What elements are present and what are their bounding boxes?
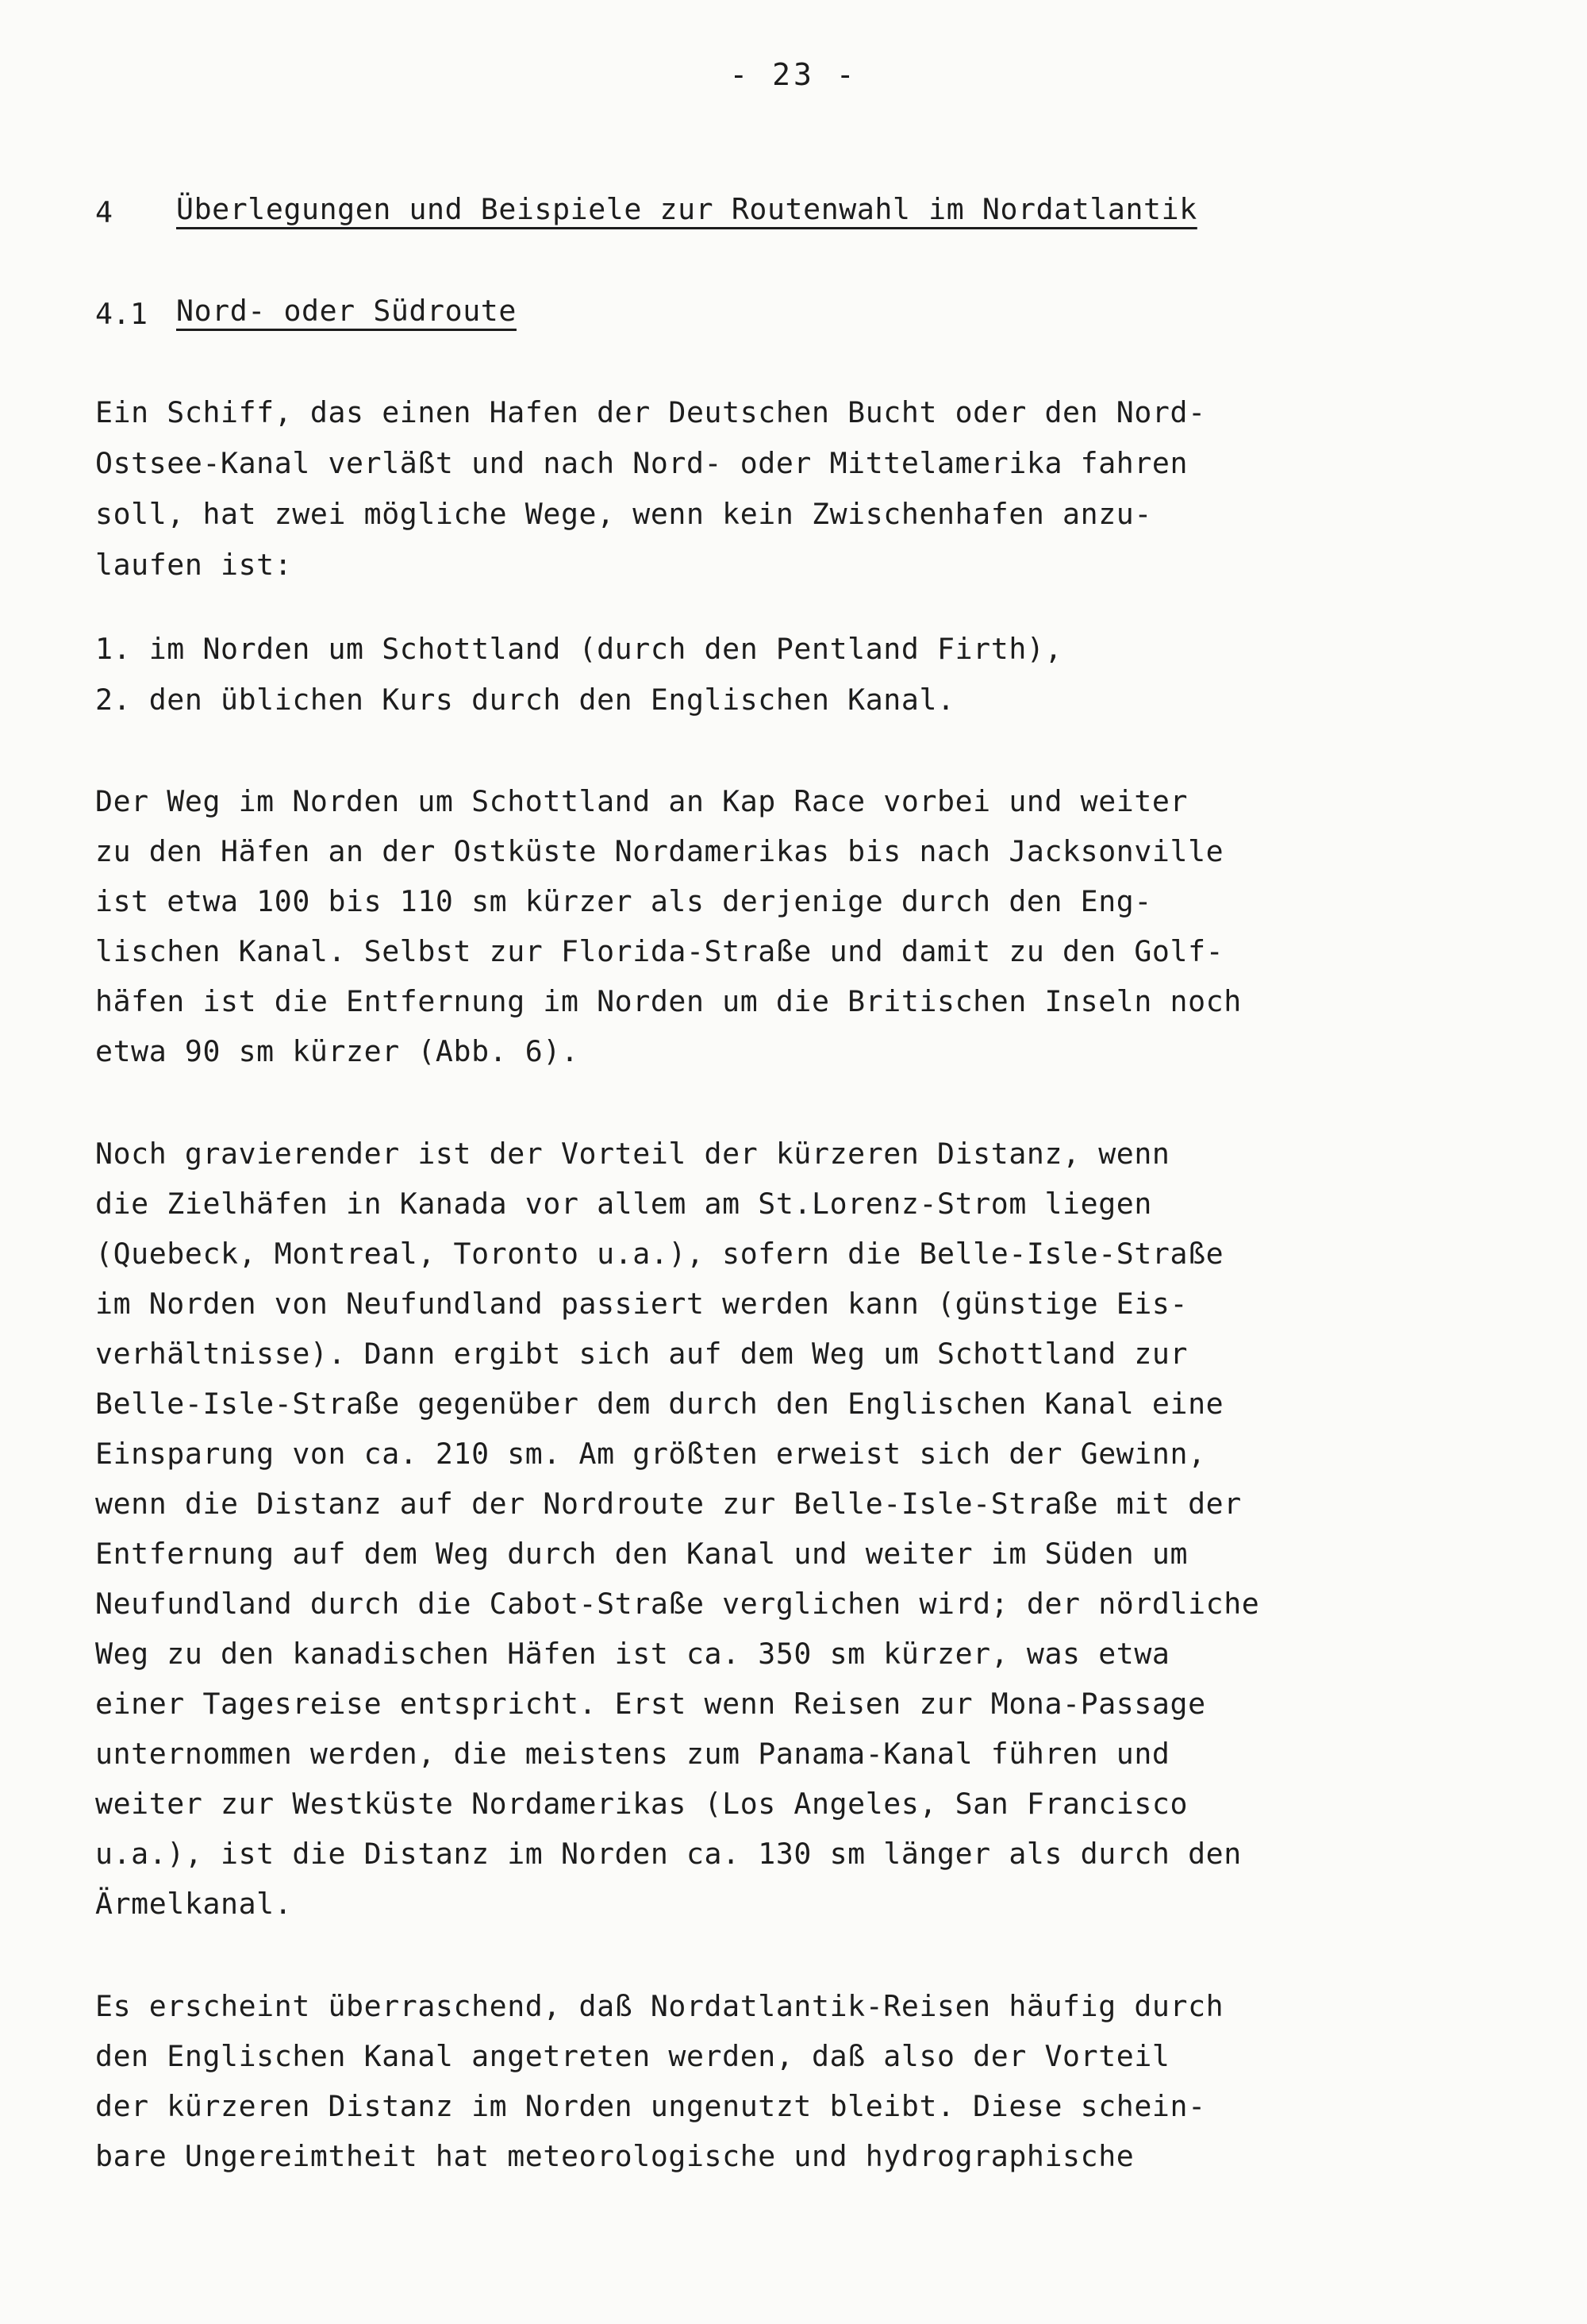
paragraph-line: die Zielhäfen in Kanada vor allem am St.Lorenz-Strom liegen [95, 1187, 1152, 1221]
paragraph-line: Weg zu den kanadischen Häfen ist ca. 350 sm kürzer, was etwa [95, 1637, 1170, 1671]
paragraph-line: lischen Kanal. Selbst zur Florida-Straße und damit zu den Golf- [95, 934, 1224, 968]
paragraph-line: zu den Häfen an der Ostküste Nordamerikas bis nach Jacksonville [95, 834, 1224, 868]
paragraph-line: Ärmelkanal. [95, 1887, 293, 1921]
list-item: 2. den üblichen Kurs durch den Englischen Kanal. [95, 683, 955, 717]
paragraph-line: den Englischen Kanal angetreten werden, daß also der Vorteil [95, 2039, 1170, 2073]
paragraph-line: Belle-Isle-Straße gegenüber dem durch den Englischen Kanal eine [95, 1387, 1224, 1421]
paragraph-line: etwa 90 sm kürzer (Abb. 6). [95, 1034, 579, 1068]
paragraph-line: Neufundland durch die Cabot-Straße verglichen wird; der nördliche [95, 1587, 1260, 1621]
paragraph-line: Ostsee-Kanal verläßt und nach Nord- oder Mittelamerika fahren [95, 446, 1189, 480]
paragraph-line: ist etwa 100 bis 110 sm kürzer als derjenige durch den Eng- [95, 884, 1152, 918]
paragraph-line: bare Ungereimtheit hat meteorologische und hydrographische [95, 2139, 1135, 2173]
section-number: 4 [95, 195, 113, 229]
paragraph-line: einer Tagesreise entspricht. Erst wenn Reisen zur Mona-Passage [95, 1687, 1206, 1721]
paragraph-line: weiter zur Westküste Nordamerikas (Los Angeles, San Francisco [95, 1787, 1189, 1821]
paragraph-line: Es erscheint überraschend, daß Nordatlantik-Reisen häufig durch [95, 1989, 1224, 2023]
paragraph-line: (Quebeck, Montreal, Toronto u.a.), sofern die Belle-Isle-Straße [95, 1237, 1224, 1271]
paragraph-line: Der Weg im Norden um Schottland an Kap Race vorbei und weiter [95, 784, 1189, 818]
paragraph-line: unternommen werden, die meistens zum Panama-Kanal führen und [95, 1737, 1170, 1771]
paragraph-line: der kürzeren Distanz im Norden ungenutzt bleibt. Diese schein- [95, 2089, 1206, 2123]
paragraph-line: Einsparung von ca. 210 sm. Am größten erweist sich der Gewinn, [95, 1437, 1206, 1471]
section-heading: Überlegungen und Beispiele zur Routenwahl im Nordatlantik [176, 192, 1197, 226]
subsection-heading: Nord- oder Südroute [176, 294, 517, 328]
list-item: 1. im Norden um Schottland (durch den Pentland Firth), [95, 632, 1063, 666]
paragraph-line: Entfernung auf dem Weg durch den Kanal und weiter im Süden um [95, 1537, 1189, 1571]
paragraph-line: u.a.), ist die Distanz im Norden ca. 130 sm länger als durch den [95, 1837, 1242, 1871]
paragraph-line: Noch gravierender ist der Vorteil der kürzeren Distanz, wenn [95, 1137, 1170, 1171]
paragraph-line: Ein Schiff, das einen Hafen der Deutschen Bucht oder den Nord- [95, 395, 1206, 429]
paragraph-line: wenn die Distanz auf der Nordroute zur Belle-Isle-Straße mit der [95, 1487, 1242, 1521]
paragraph-line: häfen ist die Entfernung im Norden um die Britischen Inseln noch [95, 984, 1242, 1018]
subsection-number: 4.1 [95, 297, 148, 331]
paragraph-line: verhältnisse). Dann ergibt sich auf dem Weg um Schottland zur [95, 1337, 1189, 1371]
paragraph-line: laufen ist: [95, 548, 293, 582]
paragraph-line: im Norden von Neufundland passiert werden kann (günstige Eis- [95, 1287, 1189, 1321]
page-number: - 23 - [729, 57, 858, 92]
paragraph-line: soll, hat zwei mögliche Wege, wenn kein Zwischenhafen anzu- [95, 497, 1152, 531]
